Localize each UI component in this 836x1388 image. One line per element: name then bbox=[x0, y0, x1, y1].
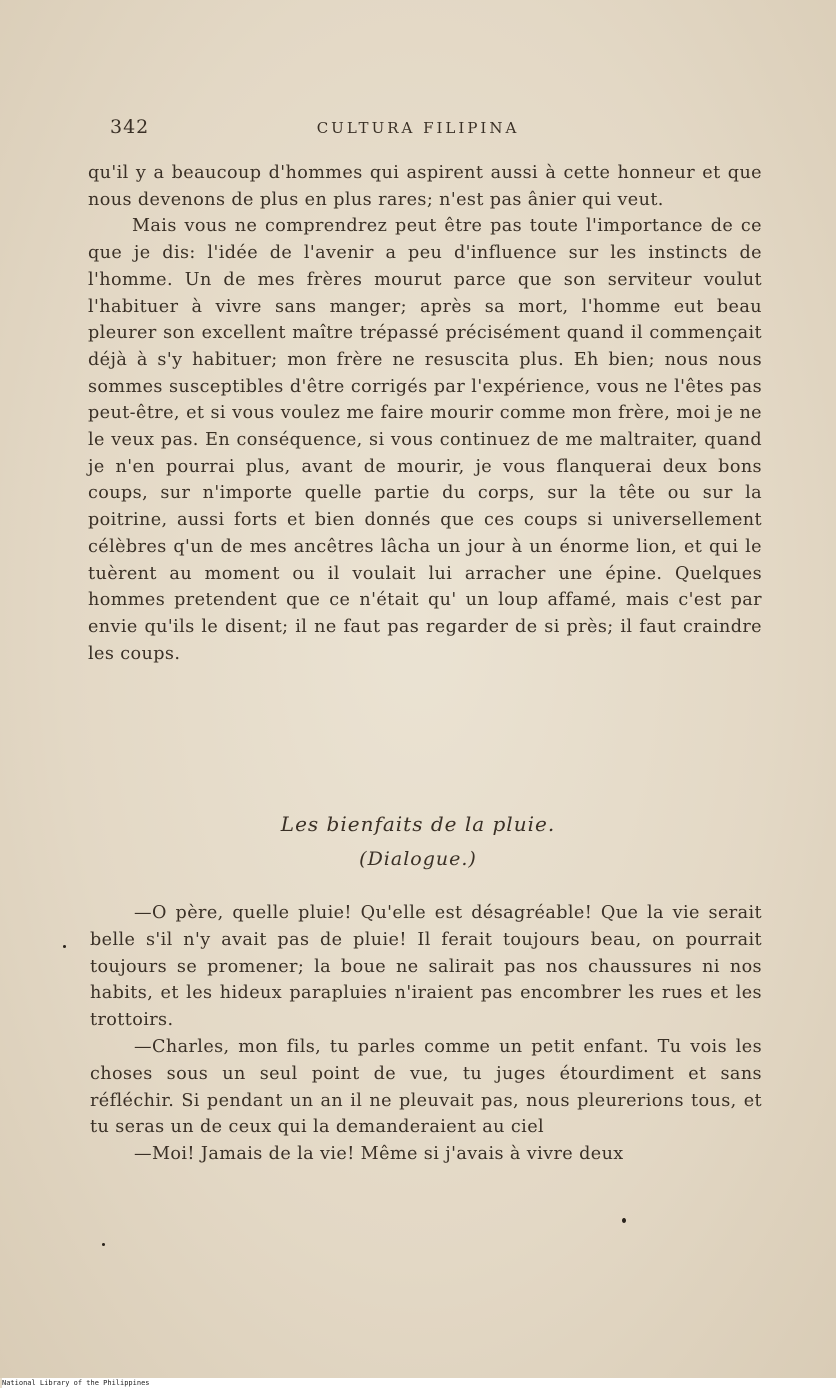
ink-speck bbox=[63, 945, 66, 948]
library-credit: National Library of the Philippines bbox=[2, 1378, 836, 1388]
page-header bbox=[0, 116, 836, 144]
dialogue-line: —Moi! Jamais de la vie! Même si j'avais à vivre deux bbox=[134, 1144, 624, 1165]
body-text bbox=[88, 160, 762, 667]
section-subtitle: (Dialogue.) bbox=[359, 848, 477, 870]
section-title: Les bienfaits de la pluie. bbox=[280, 812, 556, 836]
ink-speck bbox=[622, 1218, 626, 1223]
ink-speck bbox=[102, 1243, 105, 1246]
dialogue-line: —O père, quelle pluie! Qu'elle est désagréable! Que la vie serait belle s'il n'y avait pas de pluie! Il ferait toujours beau, on pourrait toujours se promener; la boue ne salirait pas nos chaussures ni nos habits, et les hideux parapluies n'iraient pas encombrer les rues et les trottoirs. bbox=[90, 903, 762, 1031]
dialogue bbox=[90, 900, 762, 1168]
dialogue-line: —Charles, mon fils, tu parles comme un petit enfant. Tu vois les choses sous un seul point de vue, tu juges étourdiment et sans réfléchir. Si pendant un an il ne pleuvait pas, nous pleurerions tous, et tu seras un de ceux qui la demanderaient au ciel bbox=[90, 1036, 762, 1138]
paragraph: Mais vous ne comprendrez peut être pas toute l'importance de ce que je dis: l'idée de l'avenir a peu d'influence sur les instincts de l'homme. Un de mes frères mourut parce que son serviteur voulut l'habituer à vivre sans manger; après sa mort, l'homme eut beau pleurer son excellent maître trépassé précisément quand il commençait déjà à s'y habituer; mon frère ne resuscita plus. Eh bien; nous nous sommes susceptibles d'être corrigés par l'expérience, vous ne l'êtes pas peut-être, et si vous voulez me faire mourir comme mon frère, moi je ne le veux pas. En conséquence, si vous continuez de me maltraiter, quand je n'en pourrai plus, avant de mourir, je vous flanquerai deux bons coups, sur n'importe quelle partie du corps, sur la tête ou sur la poitrine, aussi forts et bien donnés que ces coups si universellement célèbres q'un de mes ancêtres lâcha un jour à un énorme lion, et qui le tuèrent au moment ou il voulait lui arracher une épine. Quelques hommes pretendent que ce n'était qu' un loup affamé, mais c'est par envie qu'ils le disent; il ne faut pas regarder de si près; il faut craindre les coups. bbox=[88, 216, 762, 664]
paragraph: qu'il y a beaucoup d'hommes qui aspirent aussi à cette honneur et que nous devenons de plus en plus rares; n'est pas ânier qui veut. bbox=[88, 163, 762, 210]
page-number: 342 bbox=[110, 116, 150, 138]
running-title: CULTURA FILIPINA bbox=[316, 119, 520, 137]
